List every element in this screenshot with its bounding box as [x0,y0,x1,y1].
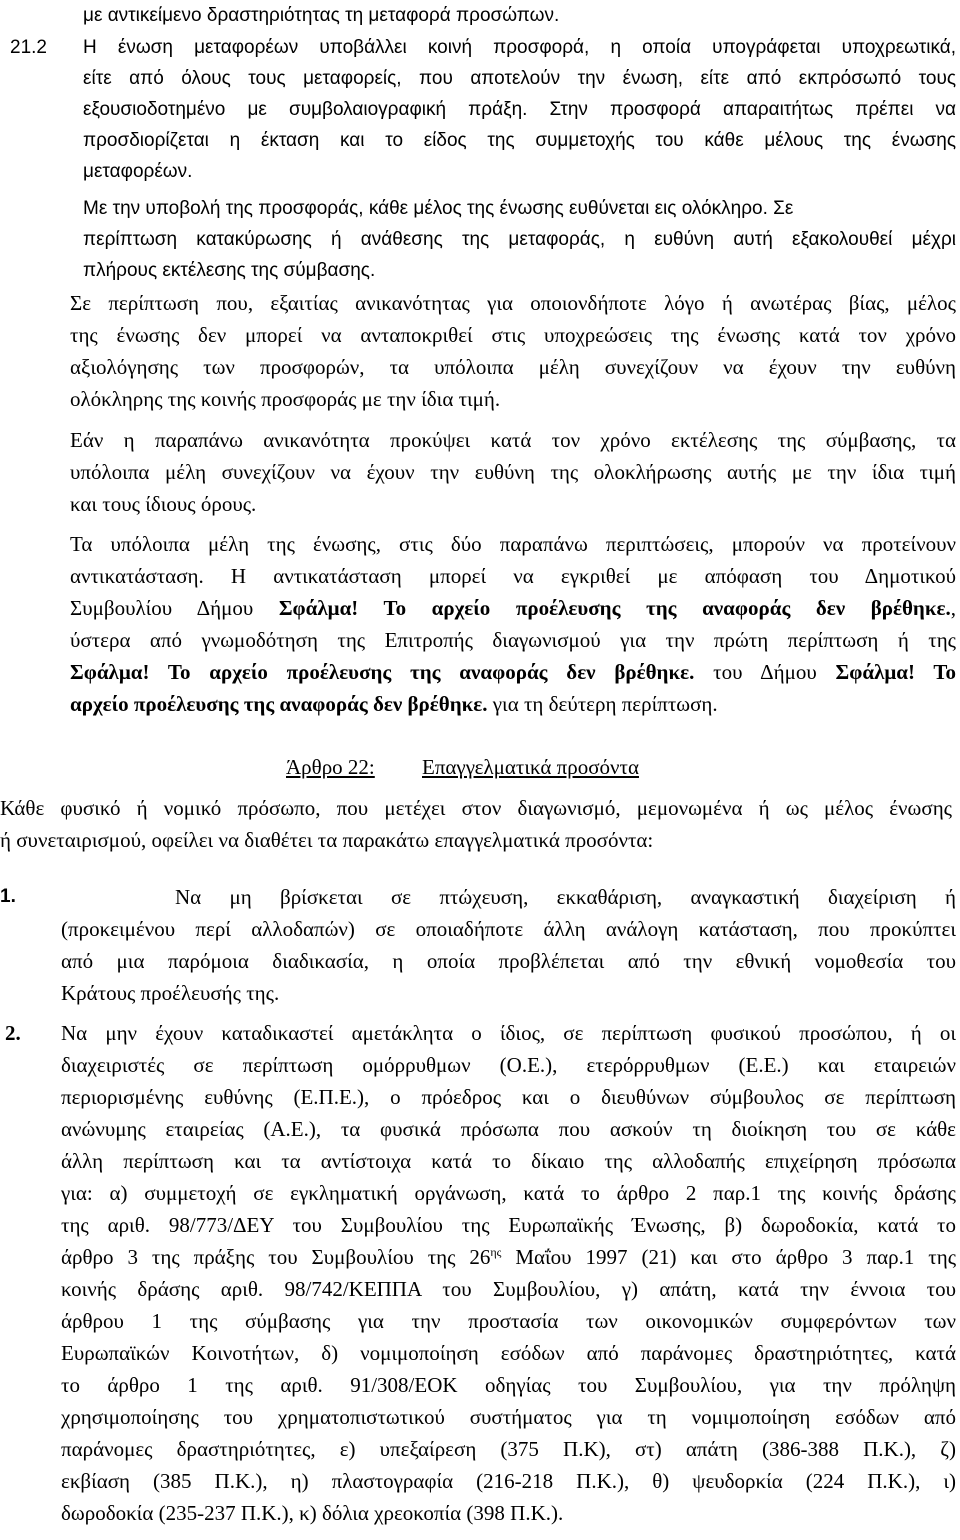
text-line: αντικατάσταση. Η αντικατάσταση μπορεί να εγκριθεί με απόφαση του Δημοτικού [70,564,956,588]
text-line [70,691,718,717]
text-line: Κράτους προέλευσής της. [61,981,280,1005]
text-line: κοινής δράσης αριθ. 98/742/ΚΕΠΠΑ του Συμβουλίου, γ) απάτη, κατά την έννοια του [61,1277,956,1301]
text-line: Να μην έχουν καταδικαστεί αμετάκλητα ο ίδιος, σε περίπτωση φυσικού προσώπου, ή οι [61,1021,956,1045]
text-line [70,659,956,685]
text-line: Κάθε φυσικό ή νομικό πρόσωπο, που μετέχει στον διαγωνισμό, μεμονωμένα ή ως μέλος ένωσης [0,796,952,820]
text-line: υπόλοιπα μέλη συνεχίζουν να έχουν την ευθύνη της ολοκλήρωσης αυτής με την ίδια τιμή [70,460,956,484]
text-line [61,1244,956,1270]
reference-error: Σφάλμα! Το [835,660,956,684]
text-line: από μια παρόμοια διαδικασία, η οποία προβλέπεται από την εθνική νομοθεσία του [61,949,956,973]
text-line: (προκειμένου περί αλλοδαπών) σε οποιαδήποτε άλλη ανάλογη κατάσταση, που προκύπτει [61,917,956,941]
reference-error: Σφάλμα! Το αρχείο προέλευσης της αναφοράς δεν βρέθηκε. [70,660,695,684]
text-line: Τα υπόλοιπα μέλη της ένωσης, στις δύο παραπάνω περιπτώσεις, μπορούν να προτείνουν [70,532,956,556]
text-line: ανώνυμης εταιρείας (Α.Ε.), τα φυσικά πρόσωπα που ασκούν τη διοίκηση του σε κάθε [61,1117,956,1141]
text-line: και τους ίδιους όρους. [70,492,257,516]
text-line: άρθρου 1 της σύμβασης για την προστασία των οικονομικών συμφερόντων των [61,1309,956,1333]
text-line: πλήρους εκτέλεσης της σύμβασης. [83,260,376,281]
text-line: ολόκληρης της κοινής προσφοράς με την ίδια τιμή. [70,387,501,411]
text-line: είτε από όλους τους μεταφορείς, που αποτελούν την ένωση, είτε από εκπρόσωπό τους [83,68,956,89]
reference-error: Σφάλμα! Το αρχείο προέλευσης της αναφοράς δεν βρέθηκε. [278,596,951,620]
text-line: εξουσιοδοτημένο με συμβολαιογραφική πράξη. Στην προσφορά απαραιτήτως πρέπει να [83,99,956,120]
text-line: εκβίαση (385 Π.Κ.), η) πλαστογραφία (216-218 Π.Κ.), θ) ψευδορκία (224 Π.Κ.), ι) [61,1469,956,1493]
text-line: ή συνεταιρισμού, οφείλει να διαθέτει τα παρακάτω επαγγελματικά προσόντα: [0,828,654,852]
text-line: Να μη βρίσκεται σε πτώχευση, εκκαθάριση, αναγκαστική διαχείριση ή [175,885,956,909]
list-item-number: 2. [5,1021,21,1045]
text-line: με αντικείμενο δραστηριότητας τη μεταφορά προσώπων. [83,5,560,26]
text-line: χρησιμοποίησης του χρηματοπιστωτικού συστήματος για τη νομιμοποίηση εσόδων από [61,1405,956,1429]
text-run: Μαΐου 1997 (21) και στο άρθρο 3 παρ.1 της [501,1245,957,1269]
superscript: ης [490,1245,502,1259]
text-run: , [950,596,956,620]
text-line: περίπτωση κατακύρωσης ή ανάθεσης της μεταφοράς, η ευθύνη αυτή εξακολουθεί μέχρι [83,229,956,250]
text-line: της αριθ. 98/773/ΔΕΥ του Συμβουλίου της Ευρωπαϊκής Ένωσης, β) δωροδοκία, κατά το [61,1213,956,1237]
text-line: για: α) συμμετοχή σε εγκληματική οργάνωση, κατά το άρθρο 2 παρ.1 της κοινής δράσης [61,1181,956,1205]
text-line: παράνομες δραστηριότητες, ε) υπεξαίρεση (375 Π.Κ), στ) απάτη (386-388 Π.Κ.), ζ) [61,1437,956,1461]
article-label: Άρθρο 22: [286,755,375,779]
reference-error: αρχείο προέλευσης της αναφοράς δεν βρέθηκε. [70,692,488,716]
text-line [70,595,956,621]
text-line: Ευρωπαϊκών Κοινοτήτων, δ) νομιμοποίηση εσόδων από παράνομες δραστηριότητες, κατά [61,1341,956,1365]
text-line: Σε περίπτωση που, εξαιτίας ανικανότητας για οποιονδήποτε λόγο ή ανωτέρας βίας, μέλος [70,291,956,315]
text-line: άλλη περίπτωση και τα αντίστοιχα κατά το δίκαιο της αλλοδαπής επιχείρηση πρόσωπα [61,1149,956,1173]
list-item-number: 1. [0,886,16,907]
text-line: μεταφορέων. [83,161,193,182]
text-line: περιορισμένης ευθύνης (Ε.Π.Ε.), ο πρόεδρος και ο διευθύνων σύμβουλος σε περίπτωση [61,1085,956,1109]
text-run: Συμβουλίου Δήμου [70,596,279,620]
text-line: Εάν η παραπάνω ανικανότητα προκύψει κατά τον χρόνο εκτέλεσης της σύμβασης, τα [70,428,956,452]
text-run: άρθρο 3 της πράξης του Συμβουλίου της 26 [61,1245,491,1269]
text-line: διαχειριστές σε περίπτωση ομόρρυθμων (Ο.Ε.), ετερόρρυθμων (Ε.Ε.) και εταιρειών [61,1053,956,1077]
text-line: δωροδοκία (235-237 Π.Κ.), κ) δόλια χρεοκοπία (398 Π.Κ.). [61,1501,564,1525]
text-line: Η ένωση μεταφορέων υποβάλλει κοινή προσφορά, η οποία υπογράφεται υποχρεωτικά, [83,37,956,58]
text-run: του Δήμου [694,660,836,684]
article-title: Επαγγελματικά προσόντα [422,755,639,779]
text-line: ύστερα από γνωμοδότηση της Επιτροπής διαγωνισμού για την πρώτη περίπτωση ή της [70,628,956,652]
section-number: 21.2 [10,37,47,58]
text-line: αξιολόγησης των προσφορών, τα υπόλοιπα μέλη συνεχίζουν να έχουν την ευθύνη [70,355,956,379]
text-line: προσδιορίζεται η έκταση και το είδος της συμμετοχής του κάθε μέλους της ένωσης [83,130,956,151]
text-line: το άρθρο 1 της αριθ. 91/308/ΕΟΚ οδηγίας του Συμβουλίου, για την πρόληψη [61,1373,956,1397]
text-line: Με την υποβολή της προσφοράς, κάθε μέλος της ένωσης ευθύνεται εις ολόκληρο. Σε [83,198,794,219]
text-run: για τη δεύτερη περίπτωση. [487,692,718,716]
text-line: της ένωσης δεν μπορεί να ανταποκριθεί στις υποχρεώσεις της ένωσης κατά τον χρόνο [70,323,956,347]
